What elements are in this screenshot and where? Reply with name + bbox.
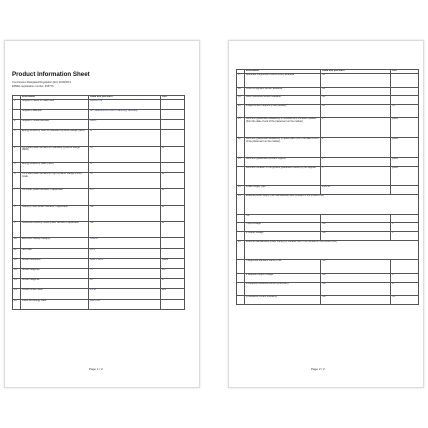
row-value: 0.3 xyxy=(89,189,161,205)
row-information: Networked standby mode power demand if applicable xyxy=(21,222,89,238)
table-row xyxy=(13,289,185,299)
row-information: Image refresh frequency rate (default) xyxy=(245,104,321,118)
row-value: 55 xyxy=(89,173,161,189)
row-unit xyxy=(391,87,419,96)
row-information: i Input voltage xyxy=(245,223,321,232)
row-unit: dm² xyxy=(161,289,185,299)
row-unit: V xyxy=(391,274,419,283)
row-information: Supplier's model identifier xyxy=(21,120,89,130)
row-value xyxy=(321,214,391,223)
row-number xyxy=(237,274,245,283)
row-information: ii Required output voltage xyxy=(245,274,321,283)
row-information: Minimum guaranteed availability of spare parts (from the date of end of the placement on the market) xyxy=(245,138,321,158)
header-information: Information xyxy=(21,96,89,100)
row-value: 28 xyxy=(89,279,161,289)
row-number xyxy=(237,231,245,240)
row-information: Supplier's address xyxy=(21,109,89,119)
row-number: 21 xyxy=(237,118,245,138)
row-number xyxy=(237,166,245,186)
table-row xyxy=(237,87,419,96)
row-information: Minimum guaranteed product support xyxy=(245,158,321,167)
row-number: 5 xyxy=(13,162,21,172)
page-footer: Page 2 / 2 xyxy=(311,367,325,371)
row-value: n/a xyxy=(321,231,391,240)
row-number: 3 xyxy=(13,130,21,146)
document-page-2 xyxy=(228,40,424,388)
row-value: n/a xyxy=(321,296,391,305)
row-information: n/a xyxy=(245,214,321,223)
table-row xyxy=(237,158,419,167)
row-number: 10 xyxy=(13,238,21,248)
table-row xyxy=(237,138,419,158)
row-value: GIGABYTE xyxy=(89,99,161,109)
row-value: G xyxy=(89,162,161,172)
row-number: 25 xyxy=(237,194,245,214)
row-number: 15 xyxy=(13,289,21,299)
row-unit: W xyxy=(161,189,185,205)
table-row xyxy=(13,205,185,221)
row-number: 19 xyxy=(237,96,245,105)
row-value: n/a xyxy=(321,223,391,232)
header-value: Value and precision xyxy=(89,96,161,100)
row-information: Screen resolution xyxy=(21,258,89,268)
table-row xyxy=(237,296,419,305)
table-row xyxy=(237,282,419,296)
row-number: 12 xyxy=(13,258,21,268)
row-number xyxy=(237,223,245,232)
row-unit xyxy=(391,260,419,274)
row-number xyxy=(237,296,245,305)
row-unit xyxy=(161,238,185,248)
page-footer: Page 1 / 2 xyxy=(89,367,103,371)
table-row xyxy=(13,146,185,162)
row-number xyxy=(237,282,245,296)
row-value: monitor xyxy=(89,238,161,248)
row-value: Am Stadtrand 63, 22047 Hamburg, Germany xyxy=(89,109,161,119)
row-number: 22 xyxy=(237,138,245,158)
row-unit xyxy=(161,99,185,109)
table-row xyxy=(13,173,185,189)
row-information: Voice recognition sensor available xyxy=(245,87,321,96)
row-unit xyxy=(391,214,419,223)
row-unit: pixels xyxy=(161,258,185,268)
table-row xyxy=(237,231,419,240)
header-value: Value and precision xyxy=(321,70,391,74)
row-value: 16:9 xyxy=(89,248,161,258)
row-information: Energy efficiency class (HDR) xyxy=(21,162,89,172)
header-unit: Unit xyxy=(391,70,419,74)
row-unit: W xyxy=(161,205,185,221)
row-value: n/a xyxy=(321,274,391,283)
row-number: 18 xyxy=(237,87,245,96)
row-number: 9 xyxy=(13,222,21,238)
table-row xyxy=(13,268,185,278)
row-information: i Supported standard name or list xyxy=(245,260,321,274)
row-value: LED LCD xyxy=(89,299,161,309)
row-number: 24 xyxy=(237,186,245,195)
regulation-text: Commission Delegated Regulation (EU) 2019/2013 xyxy=(12,81,71,84)
table-row xyxy=(13,109,185,119)
row-number: 7 xyxy=(13,189,21,205)
row-unit xyxy=(161,162,185,172)
row-value: 60 xyxy=(321,104,391,118)
table-row xyxy=(13,189,185,205)
row-unit: Hz xyxy=(391,104,419,118)
row-unit: in xyxy=(161,279,185,289)
row-information: Screen diagonal xyxy=(21,279,89,289)
table-row xyxy=(13,258,185,268)
row-value: n/a xyxy=(89,222,161,238)
info-table-page-1 xyxy=(12,95,185,310)
row-number: 6 xyxy=(13,173,21,189)
table-row xyxy=(237,274,419,283)
row-number xyxy=(237,214,245,223)
row-unit xyxy=(391,186,419,195)
row-number xyxy=(13,109,21,119)
info-table-page-2 xyxy=(236,69,419,305)
row-unit xyxy=(391,73,419,87)
table-row xyxy=(13,299,185,309)
table-row xyxy=(13,120,185,130)
table-row xyxy=(13,162,185,172)
row-information: Screen diagonal xyxy=(21,268,89,278)
row-unit xyxy=(161,248,185,258)
table-row xyxy=(13,248,185,258)
row-number: 1 xyxy=(13,99,21,109)
document-page-1 xyxy=(4,40,200,388)
header-unit: Unit xyxy=(161,96,185,100)
table-row xyxy=(237,73,419,87)
row-information: ii Output voltage xyxy=(245,231,321,240)
row-information: Minimum guaranteed availability of software and firmware updates (from the date of end of the placement on the market) xyxy=(245,118,321,138)
table-row xyxy=(13,99,185,109)
row-information: Automatic Brightness Control (ABC) available xyxy=(245,73,321,87)
row-value: n/a xyxy=(321,260,391,274)
row-unit xyxy=(161,120,185,130)
row-information: Off mode, power demand, if applicable xyxy=(21,189,89,205)
row-value: G xyxy=(89,130,161,146)
row-value: 33 xyxy=(89,146,161,162)
row-value: No xyxy=(321,96,391,105)
table-row xyxy=(237,260,419,274)
eprel-number: EPREL registration number: 495776 xyxy=(12,85,54,88)
table-row xyxy=(237,240,419,260)
row-value: internal xyxy=(321,186,391,195)
header-information: Information xyxy=(245,70,321,74)
table-row xyxy=(237,223,419,232)
row-unit: cm xyxy=(161,268,185,278)
row-value: 3840 x 2160 xyxy=(89,258,161,268)
row-number: 13 xyxy=(13,268,21,278)
table-row xyxy=(237,104,419,118)
row-value: 2 xyxy=(321,158,391,167)
row-information: Standby mode power demand, if applicable xyxy=(21,205,89,221)
row-number xyxy=(237,260,245,274)
row-unit xyxy=(161,109,185,119)
row-information: Power supply type xyxy=(245,186,321,195)
row-unit: V xyxy=(391,231,419,240)
row-number: 2 xyxy=(13,120,21,130)
row-unit xyxy=(161,299,185,309)
row-unit: V xyxy=(391,223,419,232)
row-value: 21.18 xyxy=(89,289,161,299)
table-row xyxy=(13,279,185,289)
row-value: M28U xyxy=(89,120,161,130)
row-information: Electronic display category xyxy=(21,238,89,248)
row-information: Supplier's name or trade mark xyxy=(21,99,89,109)
row-unit: Hz xyxy=(391,296,419,305)
row-value: 2 xyxy=(321,138,391,158)
table-row xyxy=(13,238,185,248)
row-unit: years xyxy=(391,118,419,138)
row-information: Energy efficiency class for standard Dynamic Range (SDR) xyxy=(21,130,89,146)
row-number: 20 xyxy=(237,104,245,118)
row-value: 71 xyxy=(89,268,161,278)
row-unit: W xyxy=(161,173,185,189)
table-row xyxy=(13,222,185,238)
row-information: On mode power demand in High Dynamic Range (HDR) mode xyxy=(21,173,89,189)
row-number: 26 xyxy=(237,240,245,260)
row-information: On mode power demand for Standard Dynamic Range (SDR) xyxy=(21,146,89,162)
row-unit: years xyxy=(391,166,419,186)
row-number: 17 xyxy=(237,73,245,87)
row-number: 16 xyxy=(13,299,21,309)
row-information: Room presence sensor available xyxy=(245,96,321,105)
row-number: 23 xyxy=(237,158,245,167)
row-unit: W xyxy=(161,146,185,162)
row-value: n/a xyxy=(321,282,391,296)
row-information: Panel technology used xyxy=(21,299,89,309)
page-title: Product Information Sheet xyxy=(12,71,90,78)
row-information: iii Required delivered current (minimum) xyxy=(245,282,321,296)
table-row xyxy=(13,130,185,146)
table-row xyxy=(237,118,419,138)
row-number: 11 xyxy=(13,248,21,258)
row-value: 3 xyxy=(321,166,391,186)
row-unit xyxy=(161,130,185,146)
row-value: 2 xyxy=(321,118,391,138)
row-information: External standardised power supply (or suitable one if not included in the product box) xyxy=(245,240,419,260)
table-row xyxy=(237,214,419,223)
table-row xyxy=(237,186,419,195)
row-unit: W xyxy=(161,222,185,238)
row-unit xyxy=(391,96,419,105)
row-unit: years xyxy=(391,138,419,158)
row-information: Size ratio xyxy=(21,248,89,258)
row-number: 14 xyxy=(13,279,21,289)
row-unit: A xyxy=(391,282,419,296)
table-row xyxy=(237,96,419,105)
row-information: Visible screen area xyxy=(21,289,89,299)
row-information: iv Required current frequency xyxy=(245,296,321,305)
row-information: Minimum duration of the general guarantee offered by the supplier xyxy=(245,166,321,186)
row-information: External power supply (non-standardised and included in the product box) xyxy=(245,194,419,214)
table-row xyxy=(237,194,419,214)
row-number: 4 xyxy=(13,146,21,162)
row-number: 8 xyxy=(13,205,21,221)
table-row xyxy=(237,166,419,186)
row-value: No xyxy=(321,73,391,87)
row-unit: years xyxy=(391,158,419,167)
row-value: n/a xyxy=(89,205,161,221)
row-value: No xyxy=(321,87,391,96)
